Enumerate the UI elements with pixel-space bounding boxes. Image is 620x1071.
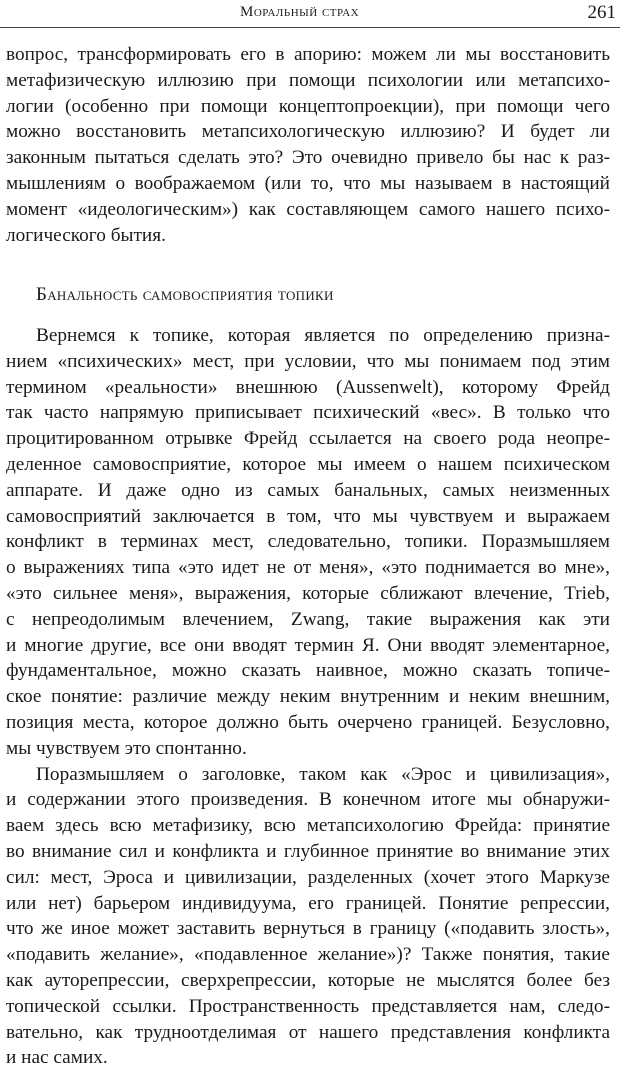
text-line: Поразмышляем о заголовке, таком как «Эрос и цивилизация», xyxy=(36,763,610,785)
text-line: ваем здесь всю метафизику, всю метапсихологию Фрейда: принятие xyxy=(6,815,610,837)
paragraph-2 xyxy=(6,323,610,762)
body-text xyxy=(6,323,610,1071)
text-line: как ауторепрессии, сверхрепрессии, которые не мыслятся более без xyxy=(6,969,610,991)
text-line: аппарате. И даже одно из самых банальных, самых неизменных xyxy=(6,479,610,501)
text-line: нием «психических» мест, при условии, что мы понимаем под этим xyxy=(6,350,610,372)
text-line: термином «реальности» внешнюю (Aussenwelt), которому Фрейд xyxy=(6,376,610,398)
text-line: вательно, как трудноотделимая от нашего представления конфликта xyxy=(6,1021,610,1043)
text-line: логического бытия. xyxy=(6,224,166,246)
text-line: можно восстановить метапсихологическую иллюзию? И будет ли xyxy=(6,121,610,143)
text-line: Вернемся к топике, которая является по определению призна- xyxy=(36,325,610,346)
text-line: «это сильнее меня», выражения, которые сближают влечение, Trieb, xyxy=(6,582,610,604)
text-line: и содержании этого произведения. В конечном итоге мы обнаружи- xyxy=(6,789,610,811)
text-line: и многие другие, все они вводят термин Я. Они вводят элементарное, xyxy=(6,634,610,656)
header-rule xyxy=(0,27,620,28)
text-line: сил: мест, Эроса и цивилизации, разделенных (хочет этого Маркузе xyxy=(6,866,610,888)
text-line: ское понятие: различие между неким внутренним и неким внешним, xyxy=(6,686,610,708)
text-line: самовосприятий заключается в том, что мы чувствуем и выражаем xyxy=(6,505,610,527)
text-line: момент «идеологическим») как составляющем самого нашего психо- xyxy=(6,198,610,220)
running-title: Моральный страх xyxy=(240,4,360,20)
running-head xyxy=(0,0,620,30)
text-line: процитированном отрывке Фрейд ссылается на своего рода неопре- xyxy=(6,428,610,450)
page-number: 261 xyxy=(587,2,616,23)
text-line: мы чувствуем это спонтанно. xyxy=(6,737,247,759)
text-line: так часто напрямую приписывает психический «вес». В только что xyxy=(6,402,610,424)
paragraph-1 xyxy=(6,42,610,248)
section-heading: Банальность самовосприятия топики xyxy=(36,284,334,305)
text-line: во внимание сил и конфликта и глубинное принятие во внимание этих xyxy=(6,840,610,862)
text-line: топической ссылки. Пространственность представляется нам, следо- xyxy=(6,995,610,1017)
text-line: позиция места, которое должно быть очерчено границей. Безусловно, xyxy=(6,711,610,733)
text-line: логии (особенно при помощи концептопроекции), при помощи чего xyxy=(6,95,610,117)
text-line: деленное самовосприятие, которое мы имеем о нашем психическом xyxy=(6,453,610,475)
text-line: о выражениях типа «это идет не от меня», «это поднимается во мне», xyxy=(6,557,610,579)
text-line: законным пытаться сделать это? Это очевидно привело бы нас к раз- xyxy=(6,147,610,169)
text-line: с непреодолимым влечением, Zwang, такие выражения как эти xyxy=(6,608,610,630)
text-line: мышлениям о воображаемом (или то, что мы называем в настоящий xyxy=(6,172,610,194)
text-line: что же иное может заставить вернуться в границу («подавить злость», xyxy=(6,918,610,940)
text-line: «подавить желание», «подавленное желание»)? Также понятия, такие xyxy=(6,944,610,966)
paragraph-3 xyxy=(6,762,610,1071)
text-line: фундаментальное, можно сказать наивное, можно сказать топиче- xyxy=(6,660,610,682)
text-line: метафизическую иллюзию при помощи психологии или метапсихо- xyxy=(6,69,610,91)
text-line: конфликт в терминах мест, следовательно, топики. Поразмышляем xyxy=(6,531,610,553)
text-line: или нет) барьером индивидуума, его границей. Понятие репрессии, xyxy=(6,892,610,914)
text-line: и нас самих. xyxy=(6,1047,108,1069)
text-line: вопрос, трансформировать его в апорию: можем ли мы восстановить xyxy=(6,44,610,65)
